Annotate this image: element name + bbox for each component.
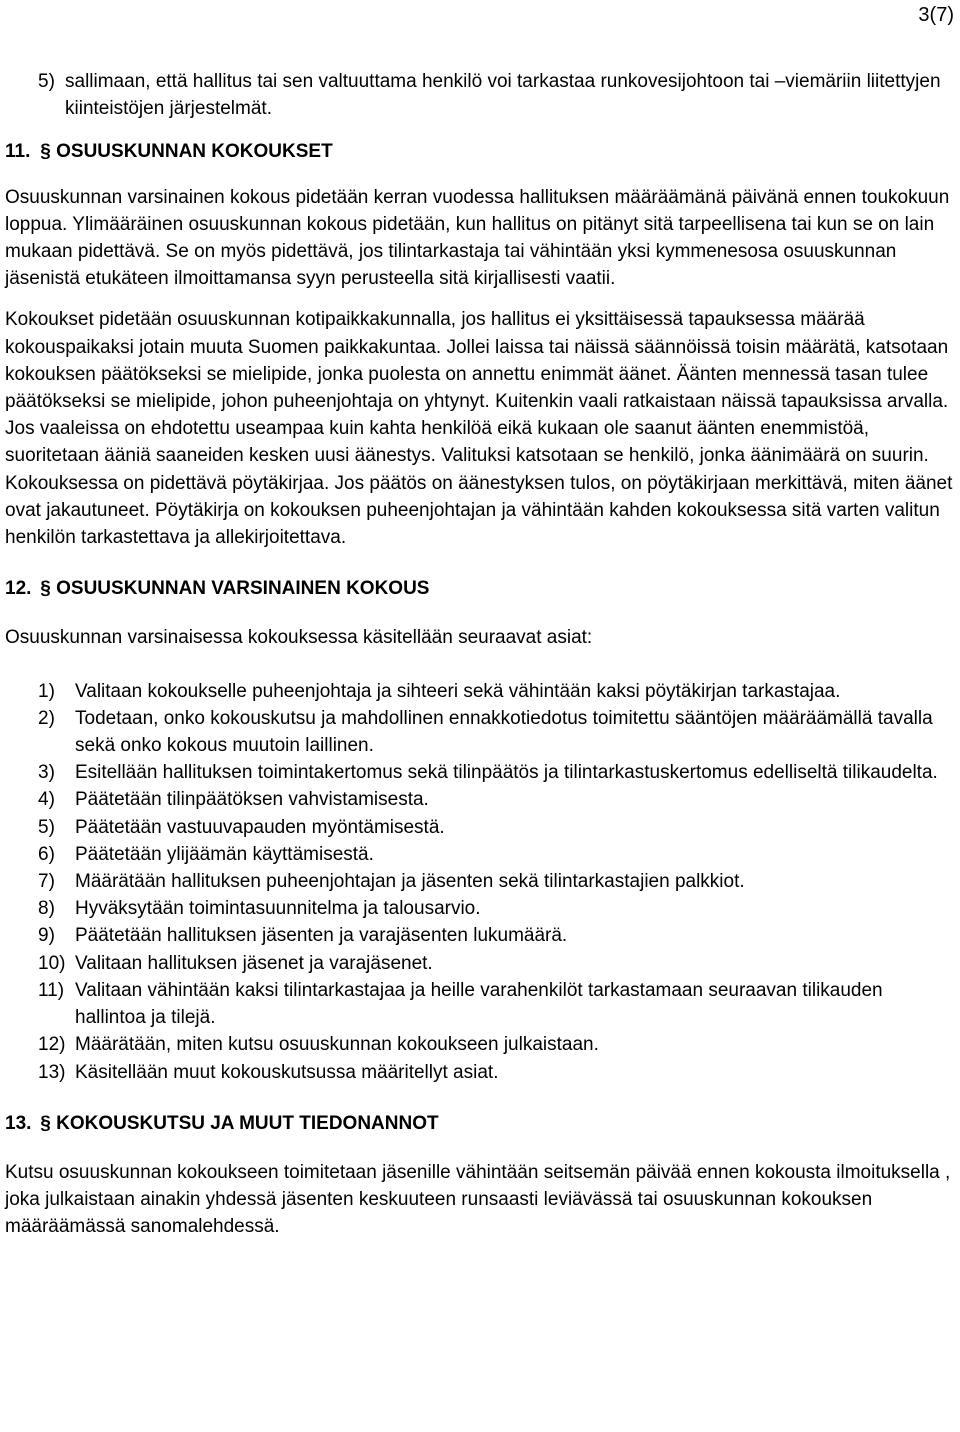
agenda-item-text: Päätetään vastuuvapauden myöntämisestä. (75, 816, 445, 838)
agenda-item (5, 841, 955, 868)
agenda-item-number: 9) (38, 925, 55, 947)
agenda-item-text: Valitaan kokoukselle puheenjohtaja ja sihteeri sekä vähintään kaksi pöytäkirjan tarkastajaa. (75, 680, 841, 702)
agenda-list (5, 678, 955, 1086)
section-number: 13. (5, 1112, 32, 1134)
paragraph: Kutsu osuuskunnan kokoukseen toimitetaan jäsenille vähintään seitsemän päivää ennen kokousta ilmoituksella , joka julkaistaan ainakin yhdessä jäsenten keskuuteen runsaasti leviävässä tai osuuskunnan kokouksen määräämässä sanomalehdessä. (5, 1161, 951, 1238)
agenda-item-text: Käsitellään muut kokouskutsussa määritellyt asiat. (75, 1061, 499, 1083)
agenda-item-text: Päätetään ylijäämän käyttämisestä. (75, 843, 374, 865)
page-number: 3(7) (918, 4, 954, 26)
list-item-text: sallimaan, että hallitus tai sen valtuuttama henkilö voi tarkastaa runkovesijohtoon tai –viemäriin liitettyjen kiinteistöjen järjestelmät. (65, 71, 941, 120)
paragraph: Kokoukset pidetään osuuskunnan kotipaikkakunnalla, jos hallitus ei yksittäisessä tapauksessa määrää kokouspaikaksi jotain muuta Suomen paikkakuntaa. Jollei laissa tai näissä säännöissä toisin määrätä, katsotaan kokouksen päätökseksi se mielipide, jonka puolesta on annettu enimmät äänet. Äänten mennessä tasan tulee päätökseksi se mielipide, johon puheenjohtaja on yhtynyt. Kuitenkin vaali ratkaistaan näissä tapauksissa arvalla. Jos vaaleissa on ehdotettu useampaa kuin kahta henkilöä eikä kukaan ole saanut äänten enemmistöä, suoritetaan ääniä saaneiden kesken uusi äänestys. Valituksi katsotaan se henkilö, jonka äänimäärä on suurin. Kokouksessa on pidettävä pöytäkirjaa. Jos päätös on äänestyksen tulos, on pöytäkirjaan merkittävä, miten äänet ovat jakautuneet. Pöytäkirja on kokouksen puheenjohtajan ja vähintään kahden kokouksessa sitä varten valitun henkilön tarkastettava ja allekirjoitettava. (5, 309, 953, 549)
section-heading (5, 138, 955, 165)
agenda-item-text: Päätetään hallituksen jäsenten ja varajäsenten lukumäärä. (75, 925, 568, 947)
agenda-item (5, 950, 955, 977)
agenda-item (5, 868, 955, 895)
agenda-item (5, 814, 955, 841)
agenda-item-number: 3) (38, 762, 55, 784)
agenda-item-number: 10) (38, 952, 66, 974)
agenda-item-text: Todetaan, onko kokouskutsu ja mahdollinen ennakkotiedotus toimitettu sääntöjen määräämällä tavalla sekä onko kokous muutoin laillinen. (75, 707, 933, 757)
agenda-item-number: 11) (38, 979, 65, 1001)
agenda-item-text: Määrätään, miten kutsu osuuskunnan kokoukseen julkaistaan. (75, 1034, 599, 1056)
agenda-item (5, 1059, 955, 1086)
agenda-item-number: 4) (38, 789, 55, 811)
section-title: § OSUUSKUNNAN VARSINAINEN KOKOUS (40, 578, 430, 600)
agenda-item (5, 705, 955, 759)
agenda-item (5, 922, 955, 949)
list-item-number: 5) (38, 71, 55, 92)
agenda-item-number: 5) (38, 816, 55, 838)
agenda-item (5, 759, 955, 786)
agenda-item-text: Hyväksytään toimintasuunnitelma ja talousarvio. (75, 898, 481, 920)
section-number: 11. (5, 141, 31, 163)
agenda-item (5, 678, 955, 705)
agenda-item (5, 977, 955, 1031)
agenda-item-text: Valitaan vähintään kaksi tilintarkastajaa ja heille varahenkilöt tarkastamaan seuraavan tilikauden hallintoa ja tilejä. (75, 979, 883, 1029)
agenda-item-number: 7) (38, 871, 55, 893)
agenda-item (5, 786, 955, 813)
agenda-item-text: Päätetään tilinpäätöksen vahvistamisesta. (75, 789, 429, 811)
agenda-item-number: 8) (38, 898, 55, 920)
section-title: § KOKOUSKUTSU JA MUUT TIEDONANNOT (40, 1112, 439, 1134)
section-title: § OSUUSKUNNAN KOKOUKSET (40, 141, 333, 163)
list-item (5, 68, 955, 122)
agenda-item-number: 13) (38, 1061, 66, 1083)
agenda-item-text: Esitellään hallituksen toimintakertomus sekä tilinpäätös ja tilintarkastuskertomus edelliseltä tilikaudelta. (75, 762, 938, 784)
section-intro: Osuuskunnan varsinaisessa kokouksessa käsitellään seuraavat asiat: (5, 627, 593, 649)
document-body (5, 68, 955, 1241)
paragraph: Osuuskunnan varsinainen kokous pidetään kerran vuodessa hallituksen määräämänä päivänä ennen toukokuun loppua. Ylimääräinen osuuskunnan kokous pidetään, kun hallitus on pitänyt sitä tarpeellisena tai kun se on lain mukaan pidettävä. Se on myös pidettävä, jos tilintarkastaja tai vähintään yksi kymmenesosa osuuskunnan jäsenistä etukäteen ilmoittamansa syyn perusteella sitä kirjallisesti vaatii. (5, 186, 950, 290)
section-heading (5, 575, 955, 602)
agenda-item-number: 1) (38, 680, 55, 702)
section-heading (5, 1110, 955, 1137)
agenda-item-text: Määrätään hallituksen puheenjohtajan ja jäsenten sekä tilintarkastajien palkkiot. (75, 871, 745, 893)
section-number: 12. (5, 578, 32, 600)
agenda-item (5, 1031, 955, 1058)
agenda-item-number: 12) (38, 1034, 66, 1056)
agenda-item-number: 2) (38, 707, 55, 729)
agenda-item-number: 6) (38, 843, 55, 865)
agenda-item-text: Valitaan hallituksen jäsenet ja varajäsenet. (75, 952, 433, 974)
agenda-item (5, 895, 955, 922)
